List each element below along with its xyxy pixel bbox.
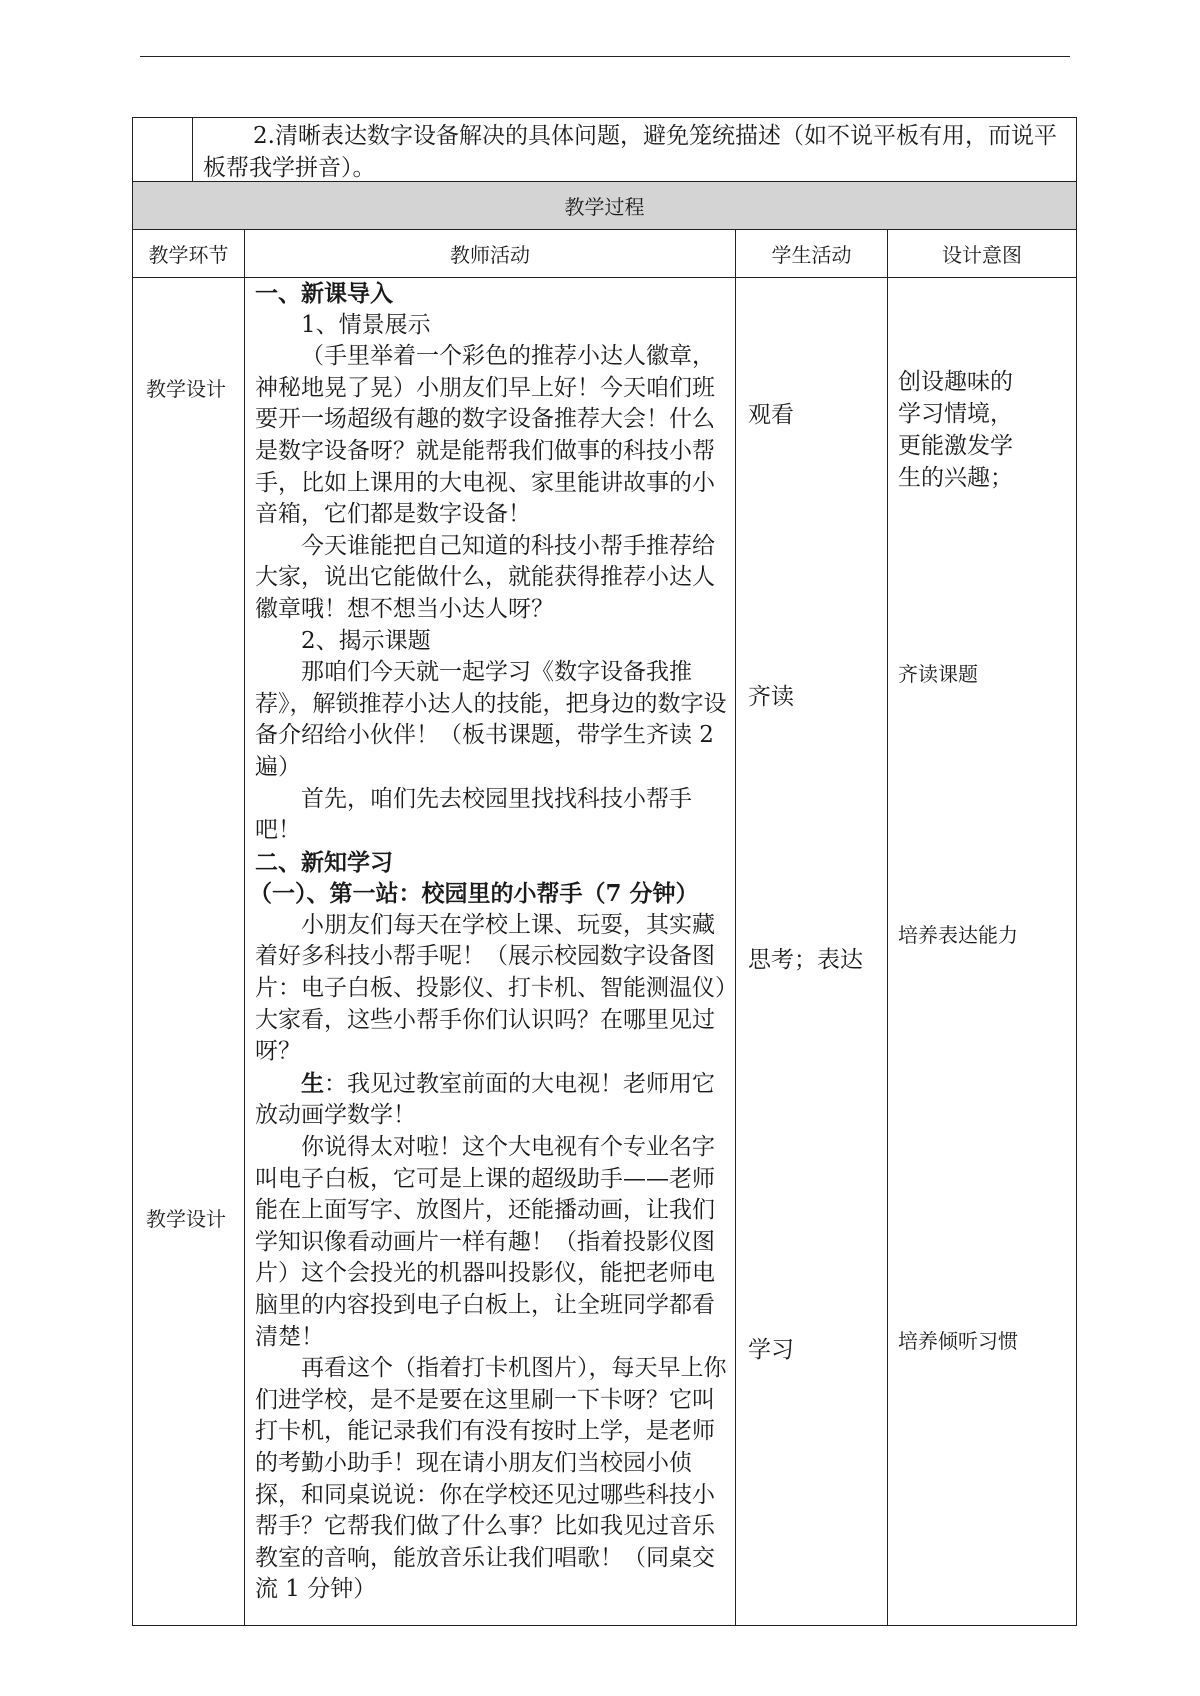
heading-station-one: （一）、第一站：校园里的小帮手（7 分钟） <box>249 880 699 908</box>
paragraph: 那咱们今天就一起学习《数字设备我推荐》，解锁推荐小达人的技能，把身边的数字设备介绍给小伙伴！（板书课题，带学生齐读 2 遍） <box>255 659 727 780</box>
teacher-cell <box>245 278 736 1626</box>
design-intent: 培养表达能力 <box>898 923 1018 947</box>
subheading: 1、情景展示 <box>301 311 431 338</box>
header-student: 学生活动 <box>736 230 888 278</box>
paragraph: 你说得太对啦！这个大电视有个专业名字叫电子白板，它可是上课的超级助手——老师能在上面写字、放图片，还能播动画，让我们学知识像看动画片一样有趣！（指着投影仪图片）这个会投光的机器叫投影仪，能把老师电脑里的内容投到电子白板上，让全班同学都看清楚！ <box>255 1134 715 1350</box>
paragraph: 小朋友们每天在学校上课、玩耍，其实藏着好多科技小帮手呢！（展示校园数字设备图片：电子白板、投影仪、打卡机、智能测温仪）大家看，这些小帮手你们认识吗？在哪里见过呀？ <box>255 911 727 1065</box>
heading-intro: 一、新课导入 <box>255 280 393 307</box>
intent-cell <box>888 278 1077 1626</box>
student-answer <box>255 1068 727 1132</box>
paragraph: 今天谁能把自己知道的科技小帮手推荐给大家，说出它能做什么，就能获得推荐小达人徽章哦！想不想当小达人呀？ <box>255 532 715 622</box>
stage-label: 教学设计 <box>146 1207 226 1231</box>
student-answer-text: ：我见过教室前面的大电视！老师用它放动画学数学！ <box>255 1070 715 1129</box>
paragraph: 首先，咱们先去校园里找找科技小帮手吧！ <box>255 785 692 844</box>
stage-cell <box>133 278 245 1626</box>
student-cell <box>736 278 888 1626</box>
heading-new-knowledge: 二、新知学习 <box>255 848 393 876</box>
header-intent: 设计意图 <box>888 230 1077 278</box>
header-rule <box>140 56 1070 57</box>
design-intent: 培养倾听习惯 <box>898 1329 1018 1353</box>
design-intent: 创设趣味的学习情境，更能激发学生的兴趣； <box>898 369 1013 491</box>
stage-label: 教学设计 <box>146 377 226 401</box>
student-activity: 学习 <box>748 1337 794 1363</box>
design-intent: 齐读课题 <box>898 662 978 686</box>
continuation-table <box>132 117 1077 185</box>
teaching-process-table <box>132 181 1077 1626</box>
student-answer-label: 生 <box>301 1069 324 1097</box>
header-stage: 教学环节 <box>133 230 245 278</box>
continuation-blank-cell <box>133 118 193 185</box>
section-title: 教学过程 <box>133 182 1077 230</box>
paragraph: 再看这个（指着打卡机图片），每天早上你们进学校，是不是要在这里刷一下卡呀？它叫打卡机，能记录我们有没有按时上学，是老师的考勤小助手！现在请小朋友们当校园小侦探，和同桌说说：你在学校还见过哪些科技小帮手？它帮我们做了什么事？比如我见过音乐教室的音响，能放音乐让我们唱歌！（同桌交流 1 分钟） <box>255 1355 727 1603</box>
student-activity: 观看 <box>748 402 794 428</box>
continuation-text: 2.清晰表达数字设备解决的具体问题，避免笼统描述（如不说平板有用，而说平板帮我学拼音）。 <box>203 123 1057 181</box>
paragraph: （手里举着一个彩色的推荐小达人徽章，神秘地晃了晃）小朋友们早上好！今天咱们班要开一场超级有趣的数字设备推荐大会！什么是数字设备呀？就是能帮我们做事的科技小帮手，比如上课用的大电视、家里能讲故事的小音箱，它们都是数字设备！ <box>255 343 715 528</box>
continuation-cell <box>193 118 1077 185</box>
header-teacher: 教师活动 <box>245 230 736 278</box>
teacher-activity <box>245 278 735 1606</box>
student-activity: 齐读 <box>748 684 794 710</box>
student-activity: 思考；表达 <box>748 947 863 973</box>
subheading: 2、揭示课题 <box>301 627 431 654</box>
